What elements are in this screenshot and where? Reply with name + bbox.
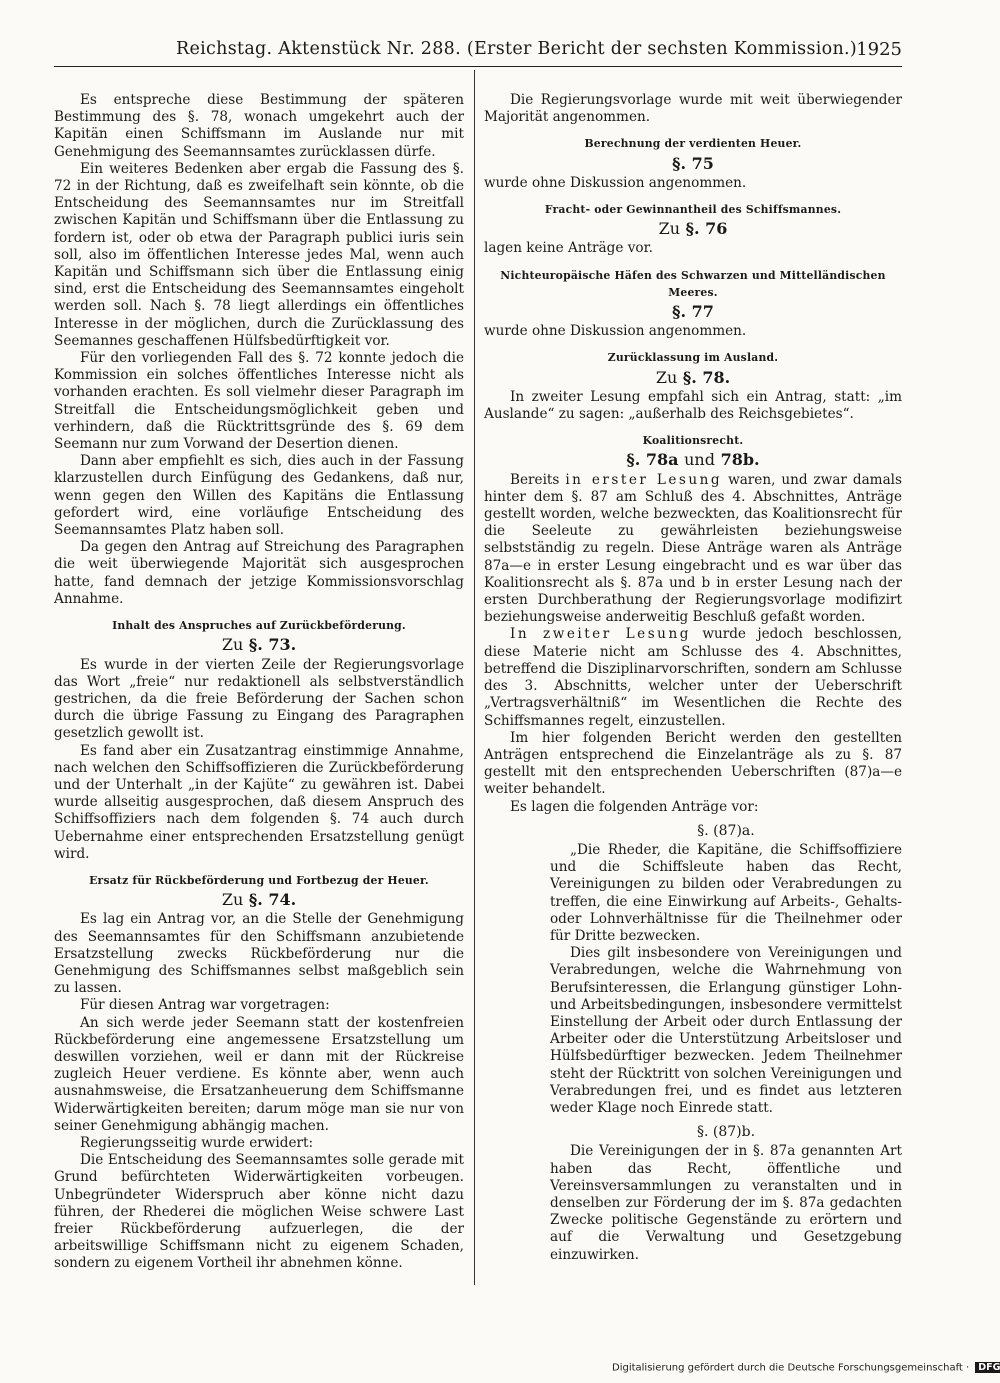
paragraph: Es fand aber ein Zusatzantrag einstimmige Annahme, nach welchen den Schiffsoffizieren die Zurückbeförderung und der Unterhalt „in der Kajüte“ zu gewähren ist. Dabei wurde allseitig ausgesprochen, daß diesem Anspruch des Schiffsoffiziers nach dem folgenden §. 74 auch durch Uebernahme einer entsprechenden Ersatzstellung genügt wird.: [54, 742, 464, 862]
paragraph-number: §. 75: [672, 153, 714, 173]
paragraph-number: §. 76: [685, 219, 728, 239]
paragraph: Es lag ein Antrag vor, an die Stelle der Genehmigung des Seemannsamtes für den Schiffsmann anzubietende Ersatzstellung zwecks Rückbeförderung nur die Genehmigung des Schiffsmannes selbst maßgeblich sein zu lassen.: [54, 911, 464, 997]
paragraph: wurde ohne Diskussion angenommen.: [484, 174, 747, 191]
section-subheading: Zurücklassung im Ausland.: [607, 351, 779, 365]
paragraph: In zweiter Lesung empfahl sich ein Antrag, statt: „im Auslande“ zu sagen: „außerhalb des Reichsgebietes“.: [484, 388, 902, 423]
spaced-emphasis: In zweiter Lesung: [510, 626, 691, 643]
text-run: waren, und zwar damals hinter dem §. 87 am Schluß des 4. Abschnittes, Anträge gestellt worden, welche bezweckten, das Koalitionsrecht für die Seeleute zu gewährleisten beziehungsweise selbstständig zu regeln. Diese Anträge waren als Anträge 87a—e in erster Lesung eingebracht und es war über das Koalitionsrecht als §. 87a und b in erster Lesung nach der ersten Durchberathung der Regierungsvorlage modifizirt beziehungsweise anderweitig Beschluß gefaßt worden.: [484, 471, 902, 626]
paragraph-number: §. 78.: [682, 367, 731, 387]
section-heading: [484, 369, 902, 386]
text-run: wurde jedoch beschlossen, diese Materie nicht am Schlusse des 4. Abschnittes, betreffend die Disziplinarvorschriften, sondern am Schlusse des 3. Abschnitts, welcher unter der Ueberschrift „Vertragsverhältniß“ im Wesentlichen die Rechte des Schiffsmannes regelt, einzustellen.: [484, 626, 902, 729]
paragraph: Regierungsseitig wurde erwidert:: [80, 1134, 314, 1151]
paragraph: Im hier folgenden Bericht werden den gestellten Anträgen entsprechend die Einzelanträge als zu §. 87 gestellt mit den entsprechenden Ueberschriften (87)a—e weiter behandelt.: [484, 729, 902, 798]
motion-heading: §. (87)b.: [696, 1124, 756, 1141]
dfg-logo: DFG: [975, 1362, 1000, 1373]
section-subheading: Nichteuropäische Häfen des Schwarzen und Mittelländischen Meeres.: [500, 268, 886, 299]
heading-prefix: Zu: [658, 219, 681, 239]
motion-heading: §. (87)a.: [697, 822, 755, 839]
paragraph: Da gegen den Antrag auf Streichung des Paragraphen die weit überwiegende Majorität sich ausgesprochen hatte, fand demnach der jetzige Kommissionsvorschlag Annahme.: [54, 539, 464, 607]
paragraph: „Die Rheder, die Kapitäne, die Schiffsoffiziere und die Schiffsleute haben das Recht, Vereinigungen zu bilden oder Verabredungen zu treffen, die eine Einwirkung auf Arbeits-, Gehalts- oder Lohnverhältnisse für die Theilnehmer oder für Dritte bezwecken.: [550, 841, 902, 944]
paragraph: [484, 626, 902, 729]
paragraph: Für den vorliegenden Fall des §. 72 konnte jedoch die Kommission ein solches öffentliches Interesse nicht als vorhanden erachten. Es soll vielmehr dieser Paragraph im Streitfall die Entscheidungsmöglichkeit geben und verhindern, daß die Rücktrittsgründe des §. 69 dem Seemann nur zum Vorwand der Desertion dienen.: [54, 350, 464, 453]
paragraph: Ein weiteres Bedenken aber ergab die Fassung des §. 72 in der Richtung, daß es zweifelhaft sein könnte, ob die Entscheidung des Seemannsamtes nur im Streitfall zwischen Kapitän und Schiffsmann über die Entlassung zu fordern ist, oder ob etwa der Paragraph publici iuris sein soll, also im öffentlichen Interesse jedes Mal, wenn auch Kapitän und Schiffsmann sich über die Entlassung einig sind, erst die Entscheidung des Seemannsamtes eingeholt werden soll. Nach §. 78 liegt allerdings ein öffentliches Interesse in der möglichen, durch die Zurücklassung des Seemannes geschaffenen Hülfsbedürftigkeit vor.: [54, 160, 464, 349]
section-subheading: Fracht- oder Gewinnantheil des Schiffsmannes.: [544, 203, 842, 217]
page-header: [54, 37, 902, 67]
paragraph: Die Entscheidung des Seemannsamtes solle gerade mit Grund befürchteten Widerwärtigkeiten vorbeugen. Unbegründeter Widerspruch aber könne nicht dazu führen, der Rhederei die möglichen Weise schwere Last freier Rückbeförderung aufzuerlegen, die der arbeitswillige Schiffsmann nicht zu eigenem Schaden, sondern zu eigenem Vortheil ihr abnehmen könne.: [54, 1152, 464, 1272]
paragraph: An sich werde jeder Seemann statt der kostenfreien Rückbeförderung eine angemessene Ersatzstellung um deswillen vorziehen, weil er dann mit der Rückreise zugleich Heuer verdiene. Es könnte aber, wenn auch ausnahmsweise, die Ersatzanheuerung dem Schiffsmanne Widerwärtigkeiten bereiten; darum möge man sie nur von seiner Genehmigung abhängig machen.: [54, 1014, 464, 1134]
section-heading: [484, 155, 902, 172]
page-number: 1925: [856, 39, 902, 60]
right-column: [484, 92, 902, 1264]
digitization-credit: [612, 1362, 1000, 1374]
paragraph: Für diesen Antrag war vorgetragen:: [80, 997, 330, 1014]
paragraph: lagen keine Anträge vor.: [484, 240, 653, 257]
section-heading: [54, 636, 464, 653]
running-title: Reichstag. Aktenstück Nr. 288. (Erster Bericht der sechsten Kommission.): [176, 39, 858, 59]
paragraph: Es wurde in der vierten Zeile der Regierungsvorlage das Wort „freie“ nur redaktionell als selbstverständlich gestrichen, da die freie Beförderung der Sachen schon durch die übrige Fassung zu Eingang des Paragraphen gesetzlich gewollt ist.: [54, 656, 464, 742]
text-run: Bereits: [510, 471, 560, 488]
paragraph-number: 78b.: [720, 450, 760, 470]
section-heading: [484, 451, 902, 468]
paragraph: Es entspreche diese Bestimmung der späteren Bestimmung des §. 78, wonach umgekehrt auch der Kapitän einen Schiffsmann im Auslande nur mit Genehmigung des Seemannsamtes zurücklassen dürfe.: [54, 92, 464, 160]
section-heading: [54, 891, 464, 908]
paragraph: Dies gilt insbesondere von Vereinigungen und Verabredungen, welche die Wahrnehmung von Berufsinteressen, die Erlangung günstiger Lohn- und Arbeitsbedingungen, insbesondere vermittelst Einstellung der Arbeit oder durch Entlassung der Arbeiter oder die Unterstützung Arbeitsloser und Hülfsbedürftiger bezwecken. Jedem Theilnehmer steht der Rücktritt von solchen Vereinigungen und Verabredungen frei, und es findet aus letzteren weder Klage noch Einrede statt.: [550, 945, 902, 1116]
paragraph-number: §. 74.: [248, 890, 297, 910]
section-subheading: Berechnung der verdienten Heuer.: [584, 137, 802, 151]
paragraph: Dann aber empfiehlt es sich, dies auch in der Fassung klarzustellen durch Einfügung des Gedankens, daß nur, wenn gegen den Willen des Kapitäns die Entlassung gefordert wird, eine vorläufige Entscheidung des Seemannsamtes Platz haben soll.: [54, 453, 464, 539]
heading-prefix: Zu: [221, 635, 244, 655]
section-subheading: Ersatz für Rückbeförderung und Fortbezug der Heuer.: [89, 873, 429, 887]
heading-conjunction: und: [684, 450, 715, 470]
paragraph: Die Regierungsvorlage wurde mit weit überwiegender Majorität angenommen.: [484, 92, 902, 126]
header-rule: [54, 66, 902, 67]
heading-prefix: Zu: [221, 890, 244, 910]
section-heading: [484, 220, 902, 237]
section-subheading: Koalitionsrecht.: [642, 434, 744, 448]
section-heading: [484, 303, 902, 320]
paragraph-number: §. 73.: [248, 635, 297, 655]
paragraph: [484, 472, 902, 627]
paragraph-number: §. 77: [672, 302, 714, 322]
paragraph: wurde ohne Diskussion angenommen.: [484, 323, 747, 340]
spaced-emphasis: in erster Lesung: [565, 471, 723, 488]
column-divider: [474, 70, 475, 1285]
paragraph: Es lagen die folgenden Anträge vor:: [510, 798, 759, 815]
quoted-motions: [550, 823, 902, 1264]
paragraph-number: §. 78a: [626, 450, 679, 470]
credit-text: Digitalisierung gefördert durch die Deutsche Forschungsgemeinschaft ·: [612, 1362, 970, 1374]
section-subheading: Inhalt des Anspruches auf Zurückbeförderung.: [112, 619, 406, 633]
heading-prefix: Zu: [655, 367, 678, 387]
paragraph: Die Vereinigungen der in §. 87a genannten Art haben das Recht, öffentliche und Vereinsversammlungen zu veranstalten und in denselben zur Förderung der im §. 87a gedachten Zwecke politische Gegenstände zu erörtern und auf die Verwaltung und Gesetzgebung einzuwirken.: [550, 1143, 902, 1263]
left-column: [54, 92, 464, 1273]
